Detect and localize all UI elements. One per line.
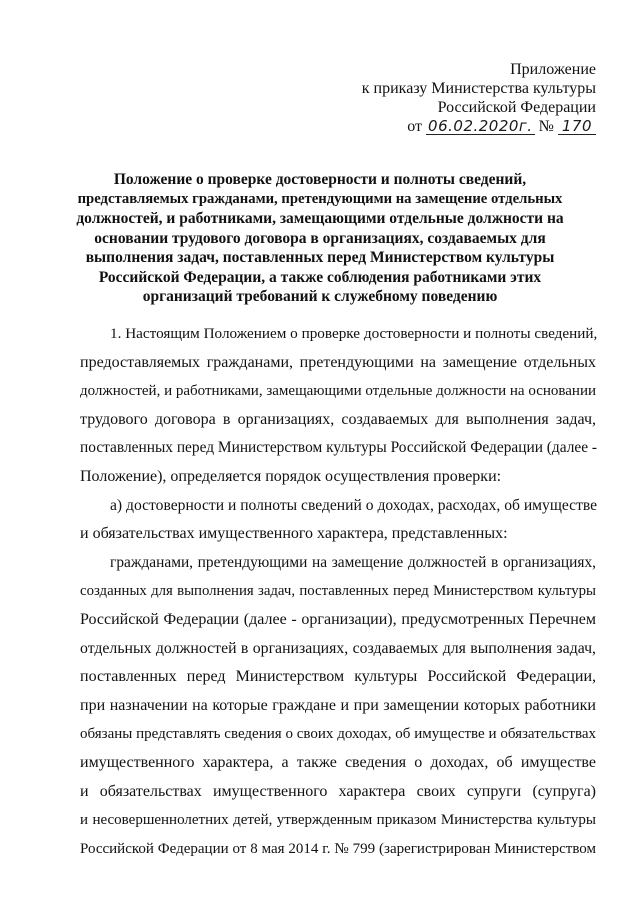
- body-line: трудового договора в организациях, создаваемых для выполнения задач,: [80, 410, 596, 428]
- body-line: и несовершеннолетних детей, утвержденным приказом Министерства культуры: [80, 812, 596, 829]
- appendix-block: [362, 60, 596, 136]
- title-line: выполнения задач, поставленных перед Министерством культуры: [85, 249, 555, 266]
- title-line: представляемых гражданами, претендующими на замещение отдельных: [77, 190, 563, 207]
- body-line: Российской Федерации (далее - организации), предусмотренных Перечнем: [80, 610, 596, 628]
- title-line: основании трудового договора в организациях, создаваемых для: [94, 229, 546, 247]
- document-body: [80, 320, 596, 863]
- body-line: должностей, и работниками, замещающими отдельные должности на основании: [80, 383, 596, 400]
- appendix-date-number: [362, 117, 596, 136]
- date-prefix: от: [407, 118, 423, 135]
- appendix-ministry: Российской Федерации: [437, 99, 596, 116]
- body-line: а) достоверности и полноты сведений о доходах, расходах, об имуществе: [110, 496, 598, 514]
- title-line: организаций требований к служебному поведению: [142, 288, 498, 305]
- title-line: должностей, и работниками, замещающими отдельные должности на: [76, 210, 564, 227]
- appendix-title: Приложение: [510, 61, 596, 78]
- body-line: созданных для выполнения задач, поставленных перед Министерством культуры: [80, 583, 596, 600]
- title-line: Положение о проверке достоверности и полноты сведений,: [113, 171, 527, 188]
- number-sign: №: [538, 118, 554, 135]
- body-line: Положение), определяется порядок осуществления проверки:: [80, 467, 502, 485]
- body-line: отдельных должностей в организациях, создаваемых для выполнения задач,: [80, 639, 596, 657]
- body-line: поставленных перед Министерством культуры Российской Федерации,: [80, 668, 596, 686]
- body-line: поставленных перед Министерством культуры Российской Федерации (далее -: [80, 439, 598, 457]
- body-line: и обязательствах имущественного характера, представленных:: [80, 525, 508, 543]
- body-line: Российской Федерации от 8 мая 2014 г. № 799 (зарегистрирован Министерством: [80, 840, 596, 857]
- appendix-order-ref: к приказу Министерства культуры: [361, 80, 596, 97]
- body-line: предоставляемых гражданами, претендующими на замещение отдельных: [80, 353, 596, 371]
- body-line: и обязательствах имущественного характера своих супруги (супруга): [80, 782, 596, 800]
- document-title: [76, 170, 564, 307]
- body-line: 1. Настоящим Положением о проверке достоверности и полноты сведений,: [110, 325, 598, 342]
- title-line: Российской Федерации, а также соблюдения работниками этих: [98, 268, 542, 286]
- body-line: при назначении на которые граждане и при замещении которых работники: [80, 696, 596, 714]
- handwritten-date: 06.02.2020г.: [428, 117, 533, 135]
- body-line: обязаны представлять сведения о своих доходах, об имуществе и обязательствах: [80, 726, 596, 743]
- handwritten-number: 170: [558, 118, 596, 135]
- body-line: гражданами, претендующими на замещение должностей в организациях,: [110, 553, 596, 571]
- body-line: имущественного характера, а также сведения о доходах, об имуществе: [80, 753, 596, 771]
